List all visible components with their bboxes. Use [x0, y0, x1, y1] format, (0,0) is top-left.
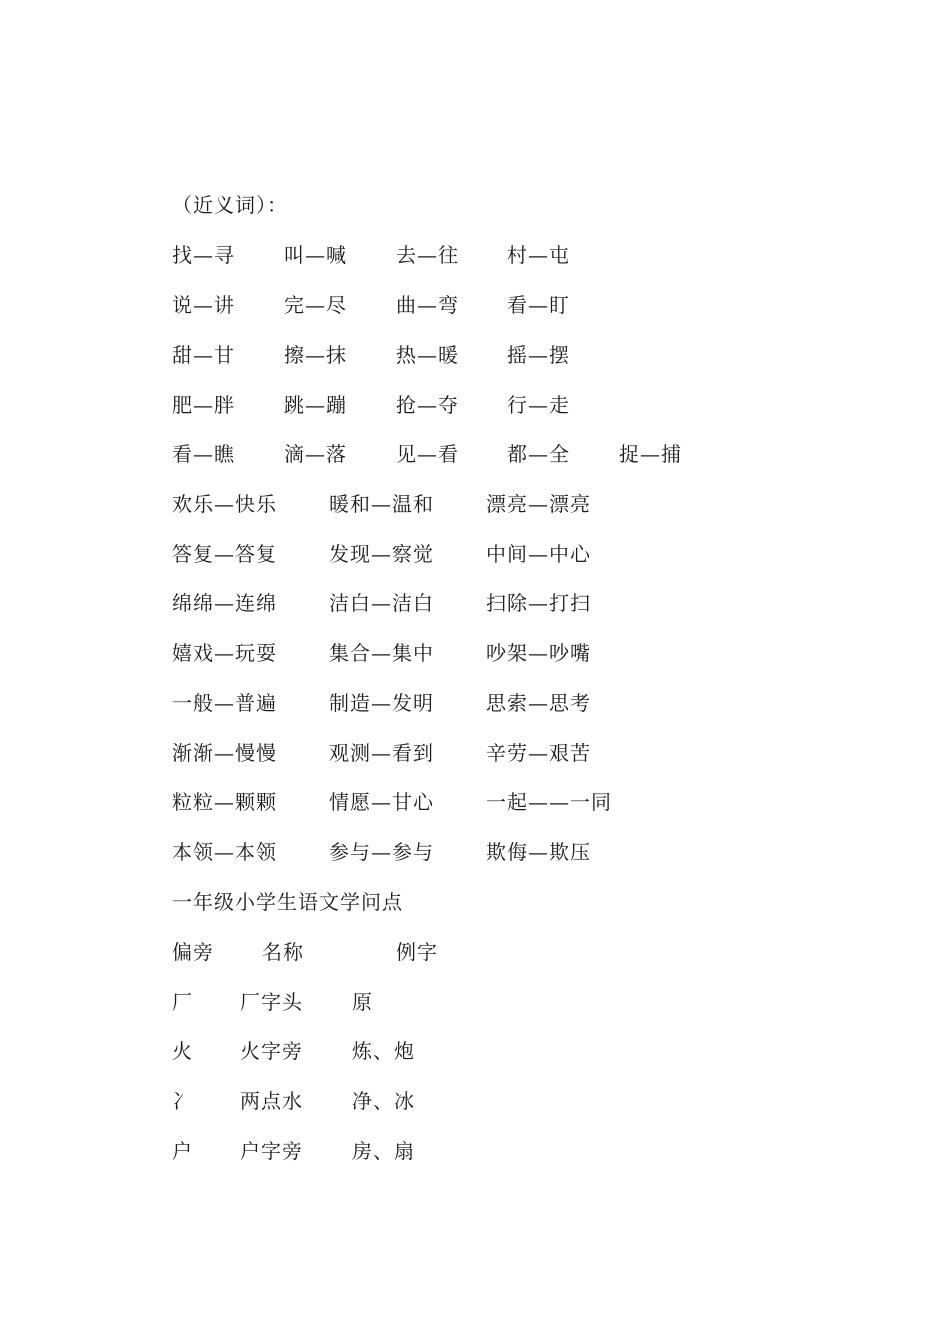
- radical-table-row: [0, 1136, 950, 1166]
- radical-cell: 火: [172, 1039, 193, 1063]
- single-pair-row: [0, 290, 950, 320]
- word-pair: 一起——一同: [486, 790, 612, 814]
- word-pair: 中间—中心: [486, 542, 591, 566]
- word-pair: 洁白—洁白: [329, 591, 434, 615]
- single-pair-row: [0, 340, 950, 370]
- heading-line: [0, 190, 950, 220]
- example-cell: 房、扇: [352, 1139, 415, 1163]
- radical-table-header: [0, 937, 950, 967]
- word-pair: 肥—胖: [172, 393, 235, 417]
- word-pair: 辛劳—艰苦: [486, 741, 591, 765]
- word-pair: 观测—看到: [329, 741, 434, 765]
- double-pair-row: [0, 787, 950, 817]
- word-pair: 粒粒—颗颗: [172, 790, 277, 814]
- double-pair-row: [0, 638, 950, 668]
- word-pair: 见—看: [396, 442, 459, 466]
- double-pair-row: [0, 489, 950, 519]
- single-pair-row: [0, 390, 950, 420]
- word-pair: 吵架—吵嘴: [486, 641, 591, 665]
- double-pair-row: [0, 837, 950, 867]
- word-pair: 看—瞧: [172, 442, 235, 466]
- double-pair-row: [0, 688, 950, 718]
- single-pair-row: [0, 240, 950, 270]
- word-pair: 暖和—温和: [329, 492, 434, 516]
- column-header-example: 例字: [396, 940, 438, 964]
- example-cell: 炼、炮: [352, 1039, 415, 1063]
- word-pair: 情愿—甘心: [329, 790, 434, 814]
- word-pair: 热—暖: [396, 343, 459, 367]
- radical-cell: 户: [172, 1139, 193, 1163]
- radical-table-row: [0, 987, 950, 1017]
- word-pair: 扫除—打扫: [486, 591, 591, 615]
- word-pair: 嬉戏—玩耍: [172, 641, 277, 665]
- double-pair-row: [0, 539, 950, 569]
- word-pair: 捉—捕: [619, 442, 682, 466]
- word-pair: 曲—弯: [396, 293, 459, 317]
- word-pair: 绵绵—连绵: [172, 591, 277, 615]
- word-pair: 制造—发明: [329, 691, 434, 715]
- radical-table-row: [0, 1036, 950, 1066]
- word-pair: 擦—抹: [284, 343, 347, 367]
- word-pair: 说—讲: [172, 293, 235, 317]
- word-pair: 跳—蹦: [284, 393, 347, 417]
- word-pair: 抢—夺: [396, 393, 459, 417]
- word-pair: 欺侮—欺压: [486, 840, 591, 864]
- radical-name-cell: 两点水: [240, 1089, 303, 1113]
- word-pair: 看—盯: [507, 293, 570, 317]
- radical-cell: 厂: [172, 990, 193, 1014]
- word-pair: 完—尽: [284, 293, 347, 317]
- word-pair: 渐渐—慢慢: [172, 741, 277, 765]
- word-pair: 村—屯: [507, 243, 570, 267]
- word-pair: 叫—喊: [284, 243, 347, 267]
- single-pair-row: [0, 439, 950, 469]
- example-cell: 净、冰: [352, 1089, 415, 1113]
- heading: （近义词）：: [172, 193, 288, 217]
- word-pair: 参与—参与: [329, 840, 434, 864]
- word-pair: 思索—思考: [486, 691, 591, 715]
- radical-cell: 冫: [172, 1089, 193, 1113]
- example-cell: 原: [352, 990, 373, 1014]
- section-title: 一年级小学生语文学问点: [172, 890, 403, 914]
- word-pair: 滴—落: [284, 442, 347, 466]
- word-pair: 去—往: [396, 243, 459, 267]
- word-pair: 欢乐—快乐: [172, 492, 277, 516]
- radical-name-cell: 户字旁: [240, 1139, 303, 1163]
- column-header-name: 名称: [262, 940, 304, 964]
- word-pair: 本领—本领: [172, 840, 277, 864]
- double-pair-row: [0, 738, 950, 768]
- radical-table-row: [0, 1086, 950, 1116]
- word-pair: 找—寻: [172, 243, 235, 267]
- word-pair: 一般—普遍: [172, 691, 277, 715]
- word-pair: 答复—答复: [172, 542, 277, 566]
- word-pair: 都—全: [507, 442, 570, 466]
- word-pair: 甜—甘: [172, 343, 235, 367]
- word-pair: 集合—集中: [329, 641, 434, 665]
- radical-name-cell: 厂字头: [240, 990, 303, 1014]
- word-pair: 发现—察觉: [329, 542, 434, 566]
- word-pair: 摇—摆: [507, 343, 570, 367]
- radical-name-cell: 火字旁: [240, 1039, 303, 1063]
- section-title-line: [0, 887, 950, 917]
- word-pair: 行—走: [507, 393, 570, 417]
- word-pair: 漂亮—漂亮: [486, 492, 591, 516]
- double-pair-row: [0, 588, 950, 618]
- column-header-radical: 偏旁: [172, 940, 214, 964]
